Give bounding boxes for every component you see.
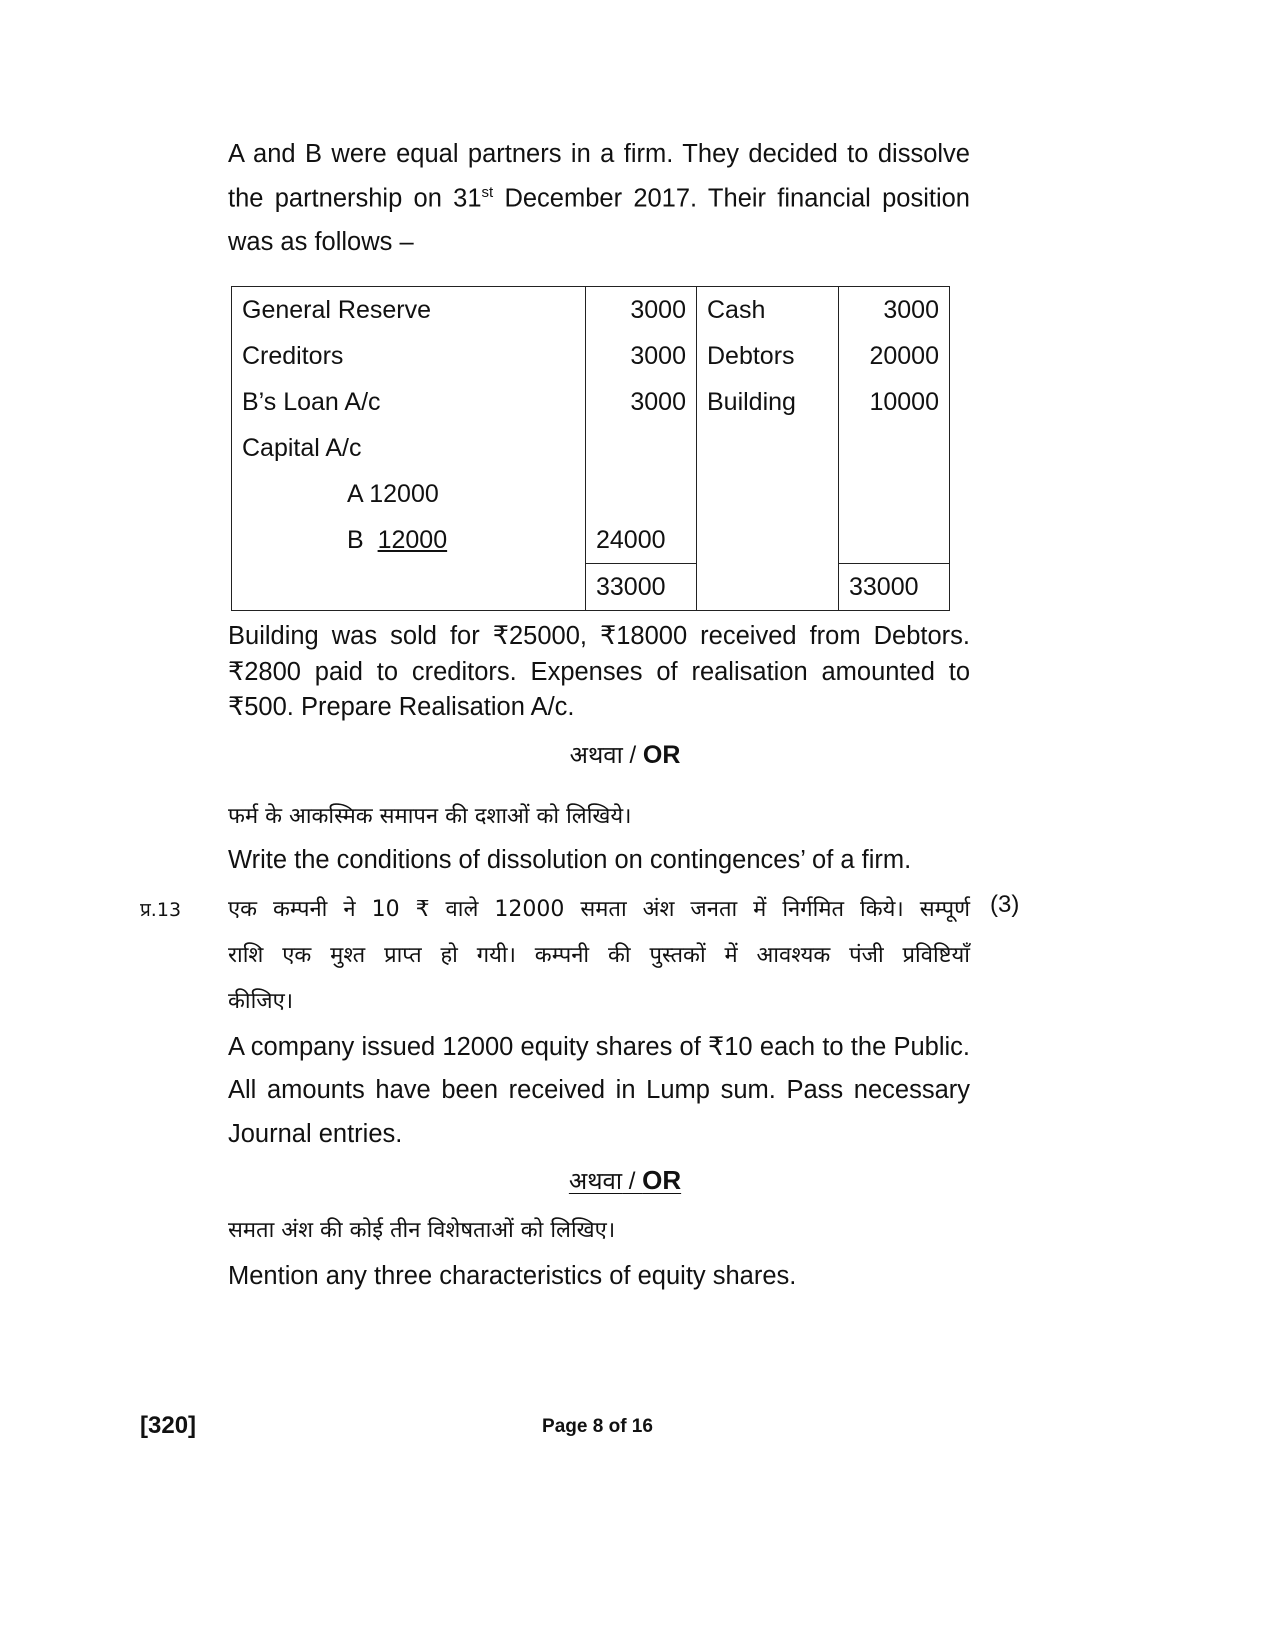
asset-label: Cash xyxy=(697,287,839,334)
asset-amount xyxy=(839,471,950,517)
table-row xyxy=(232,517,950,564)
q13-hindi-line-2: राशि एक मुश्त प्राप्त हो गयी। कम्पनी की पुस्तकों में आवश्यक पंजी प्रविष्टियाँ xyxy=(228,943,970,968)
marks: (3) xyxy=(990,891,1020,918)
total-label xyxy=(232,564,586,611)
asset-label: Building xyxy=(697,379,839,425)
intro-line-2 xyxy=(228,184,970,214)
balance-sheet-table xyxy=(231,286,950,611)
asset-amount: 3000 xyxy=(839,287,950,334)
after-line-3: ₹500. Prepare Realisation A/c. xyxy=(228,693,575,721)
liability-label: General Reserve xyxy=(232,287,586,334)
intro-text: the partnership on 31 xyxy=(228,184,482,213)
intro-line-1: A and B were equal partners in a firm. They decided to dissolve xyxy=(228,140,970,168)
alt-question-english: Write the conditions of dissolution on contingences’ of a firm. xyxy=(228,846,912,874)
asset-amount: 10000 xyxy=(839,379,950,425)
or-hindi: अथवा xyxy=(569,741,623,769)
after-line-1: Building was sold for ₹25000, ₹18000 received from Debtors. xyxy=(228,622,970,650)
question-number: प्र.13 xyxy=(140,899,182,921)
liability-label: Creditors xyxy=(232,333,586,379)
liability-label: Capital A/c xyxy=(232,425,586,471)
footer-page-number: Page 8 of 16 xyxy=(542,1416,653,1437)
asset-label xyxy=(697,425,839,471)
q13-english-line-3: Journal entries. xyxy=(228,1120,403,1148)
or-heading-underlined: अथवा / OR xyxy=(568,1165,682,1195)
total-assets: 33000 xyxy=(839,564,950,611)
table-row xyxy=(232,287,950,334)
liability-amount xyxy=(586,471,697,517)
q13-hindi-line-3: कीजिए। xyxy=(228,989,294,1014)
q13-alt-hindi: समता अंश की कोई तीन विशेषताओं को लिखिए। xyxy=(228,1218,616,1243)
asset-amount xyxy=(839,425,950,471)
or-english: OR xyxy=(642,1165,682,1195)
table-row xyxy=(232,379,950,425)
asset-label xyxy=(697,471,839,517)
q13-hindi-line-1: एक कम्पनी ने 10 ₹ वाले 12000 समता अंश जनता में निर्गमित किये। सम्पूर्ण xyxy=(228,897,970,922)
total-asset-label xyxy=(697,564,839,611)
superscript-st: st xyxy=(481,184,494,201)
capital-b-prefix: B xyxy=(347,525,364,554)
asset-label: Debtors xyxy=(697,333,839,379)
capital-b-label xyxy=(232,517,586,564)
q13-english-line-2: All amounts have been received in Lump sum. Pass necessary xyxy=(228,1076,970,1104)
or-hindi: अथवा xyxy=(568,1167,623,1195)
intro-text: December 2017. Their financial position xyxy=(493,184,970,213)
asset-amount xyxy=(839,517,950,564)
asset-label xyxy=(697,517,839,564)
capital-a-label: A 12000 xyxy=(232,471,586,517)
table-row-total xyxy=(232,564,950,611)
table-row xyxy=(232,333,950,379)
table-row xyxy=(232,425,950,471)
q13-english-line-1: A company issued 12000 equity shares of ₹10 each to the Public. xyxy=(228,1033,970,1061)
capital-total: 24000 xyxy=(586,517,697,564)
or-english: OR xyxy=(642,741,681,769)
liability-amount: 3000 xyxy=(586,379,697,425)
liability-amount: 3000 xyxy=(586,333,697,379)
q13-alt-english: Mention any three characteristics of equity shares. xyxy=(228,1262,797,1290)
total-liabilities: 33000 xyxy=(586,564,697,611)
capital-b-amount: 12000 xyxy=(377,525,448,554)
table-row xyxy=(232,471,950,517)
liability-amount xyxy=(586,425,697,471)
or-heading: अथवा / OR xyxy=(569,741,681,769)
asset-amount: 20000 xyxy=(839,333,950,379)
liability-label: B’s Loan A/c xyxy=(232,379,586,425)
intro-line-3: was as follows – xyxy=(228,228,414,256)
footer-code: [320] xyxy=(140,1412,197,1439)
after-line-2: ₹2800 paid to creditors. Expenses of realisation amounted to xyxy=(228,658,970,686)
alt-question-hindi: फर्म के आकस्मिक समापन की दशाओं को लिखिये। xyxy=(228,804,632,829)
liability-amount: 3000 xyxy=(586,287,697,334)
